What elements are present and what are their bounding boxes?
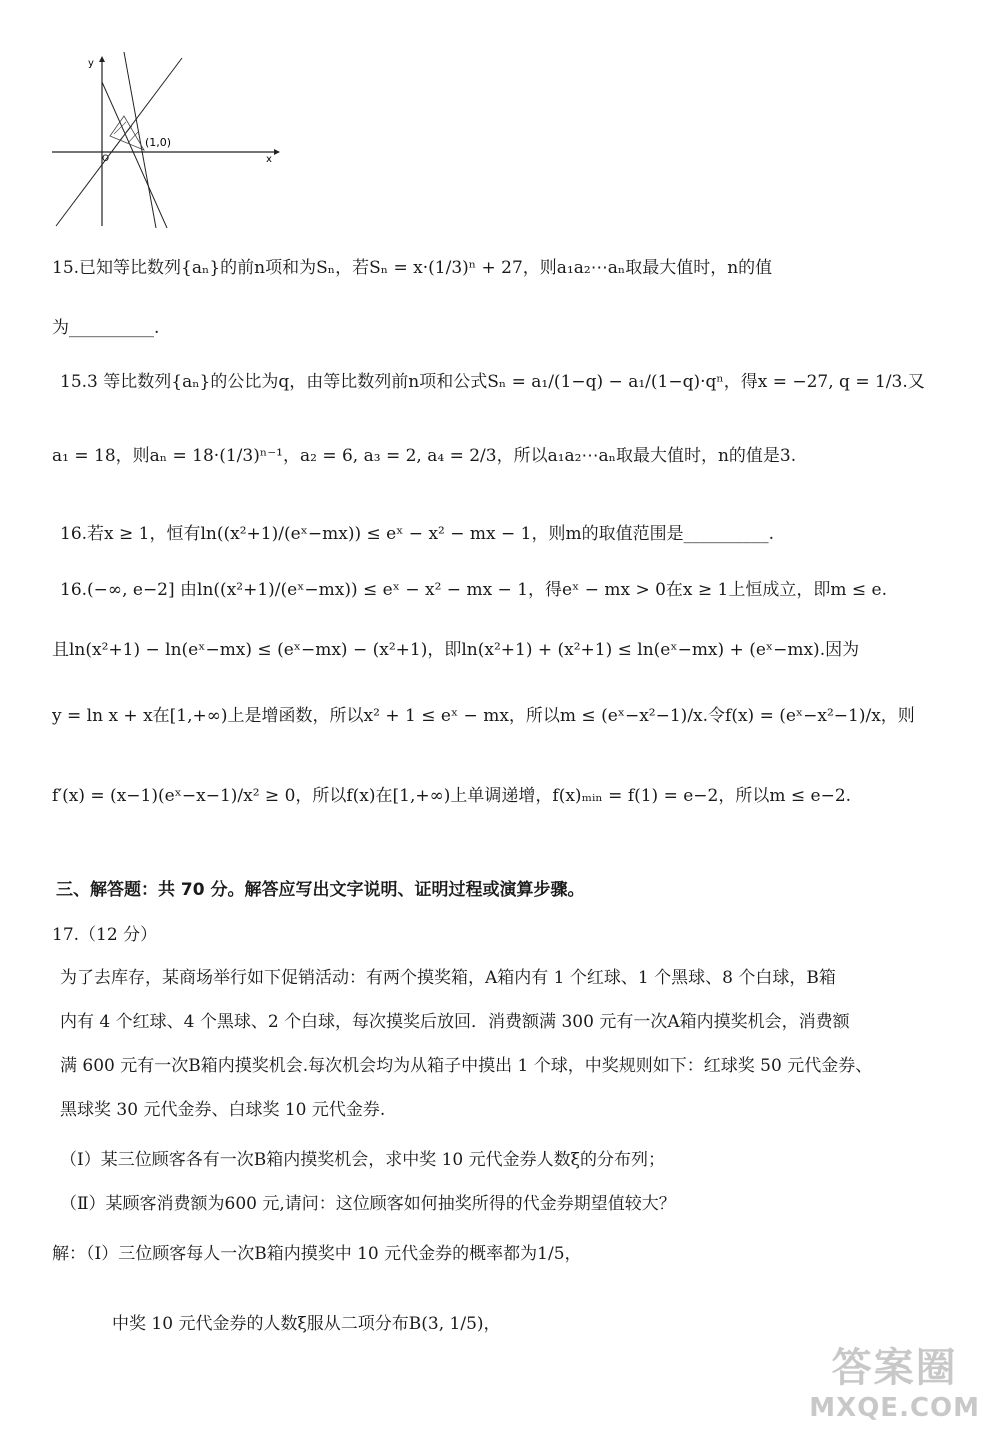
hatch-line	[120, 126, 132, 140]
q17-header: 17.（12 分）	[52, 925, 158, 945]
q17-solution-line1: 解：（Ⅰ）三位顾客每人一次B箱内摸奖中 10 元代金券的概率都为1/5，	[52, 1244, 582, 1264]
y-axis-arrow-icon	[99, 56, 105, 62]
q16-solution-line3: y = ln x + x在[1,+∞)上是增函数，所以x² + 1 ≤ eˣ − mx，所以m ≤ (eˣ−x²−1)/x.令f(x) = (eˣ−x²−1)/x，则	[52, 706, 915, 726]
q16-solution-line2: 且ln(x²+1) − ln(eˣ−mx) ≤ (eˣ−mx) − (x²+1)，即ln(x²+1) + (x²+1) ≤ ln(eˣ−mx) + (eˣ−mx).因为	[52, 640, 860, 660]
q17-text-line1: 为了去库存，某商场举行如下促销活动：有两个摸奖箱，A箱内有 1 个红球、1 个黑球、8 个白球，B箱	[60, 968, 836, 988]
q17-part1: （Ⅰ）某三位顾客各有一次B箱内摸奖机会，求中奖 10 元代金券人数ξ的分布列；	[60, 1150, 666, 1170]
section-heading: 三、解答题：共 70 分。解答应写出文字说明、证明过程或演算步骤。	[56, 880, 585, 900]
q17-text-line3: 满 600 元有一次B箱内摸奖机会.每次机会均为从箱子中摸出 1 个球，中奖规则如下：红球奖 50 元代金券、	[60, 1056, 873, 1076]
q15-solution-line2: a₁ = 18，则aₙ = 18·(1/3)ⁿ⁻¹，a₂ = 6, a₃ = 2, a₄ = 2/3，所以a₁a₂⋯aₙ取最大值时，n的值是3.	[52, 446, 797, 466]
q15-solution-line1: 15.3 等比数列{aₙ}的公比为q，由等比数列前n项和公式Sₙ = a₁/(1−q) − a₁/(1−q)·qⁿ，得x = −27, q = 1/3.又	[60, 372, 925, 392]
watermark-url: MXQE.COM	[809, 1393, 980, 1423]
origin-label: O	[102, 154, 110, 164]
watermark-logo	[809, 1336, 980, 1423]
q16-solution-line1: 16.(−∞, e−2] 由ln((x²+1)/(eˣ−mx)) ≤ eˣ − x² − mx − 1，得eˣ − mx > 0在x ≥ 1上恒成立，即m ≤ e.	[60, 580, 888, 600]
point-label: (1,0)	[145, 136, 172, 149]
watermark-title: 答案圈	[831, 1345, 958, 1391]
q16-question: 16.若x ≥ 1，恒有ln((x²+1)/(eˣ−mx)) ≤ eˣ − x² − mx − 1，则m的取值范围是__________.	[60, 524, 774, 544]
q16-solution-line4: f′(x) = (x−1)(eˣ−x−1)/x² ≥ 0，所以f(x)在[1,+∞)上单调递增，f(x)ₘᵢₙ = f(1) = e−2，所以m ≤ e−2.	[52, 786, 852, 806]
q17-part2: （Ⅱ）某顾客消费额为600 元,请问：这位顾客如何抽奖所得的代金券期望值较大？	[60, 1194, 676, 1214]
q17-text-line4: 黑球奖 30 元代金券、白球奖 10 元代金券.	[60, 1100, 386, 1120]
graph-line-2	[102, 82, 167, 228]
q15-question-line1: 15.已知等比数列{aₙ}的前n项和为Sₙ，若Sₙ = x·(1/3)ⁿ + 27，则a₁a₂⋯aₙ取最大值时，n的值	[52, 258, 773, 278]
x-axis-arrow-icon	[274, 149, 280, 155]
q17-text-line2: 内有 4 个红球、4 个黑球、2 个白球，每次摸奖后放回．消费额满 300 元有一次A箱内摸奖机会，消费额	[60, 1012, 850, 1032]
q17-solution-line2: 中奖 10 元代金券的人数ξ服从二项分布B(3, 1/5)，	[112, 1314, 501, 1334]
q15-question-line2: 为__________.	[52, 318, 160, 338]
x-axis-label: x	[266, 154, 272, 165]
coordinate-graph	[52, 48, 292, 228]
y-axis-label: y	[88, 58, 94, 69]
